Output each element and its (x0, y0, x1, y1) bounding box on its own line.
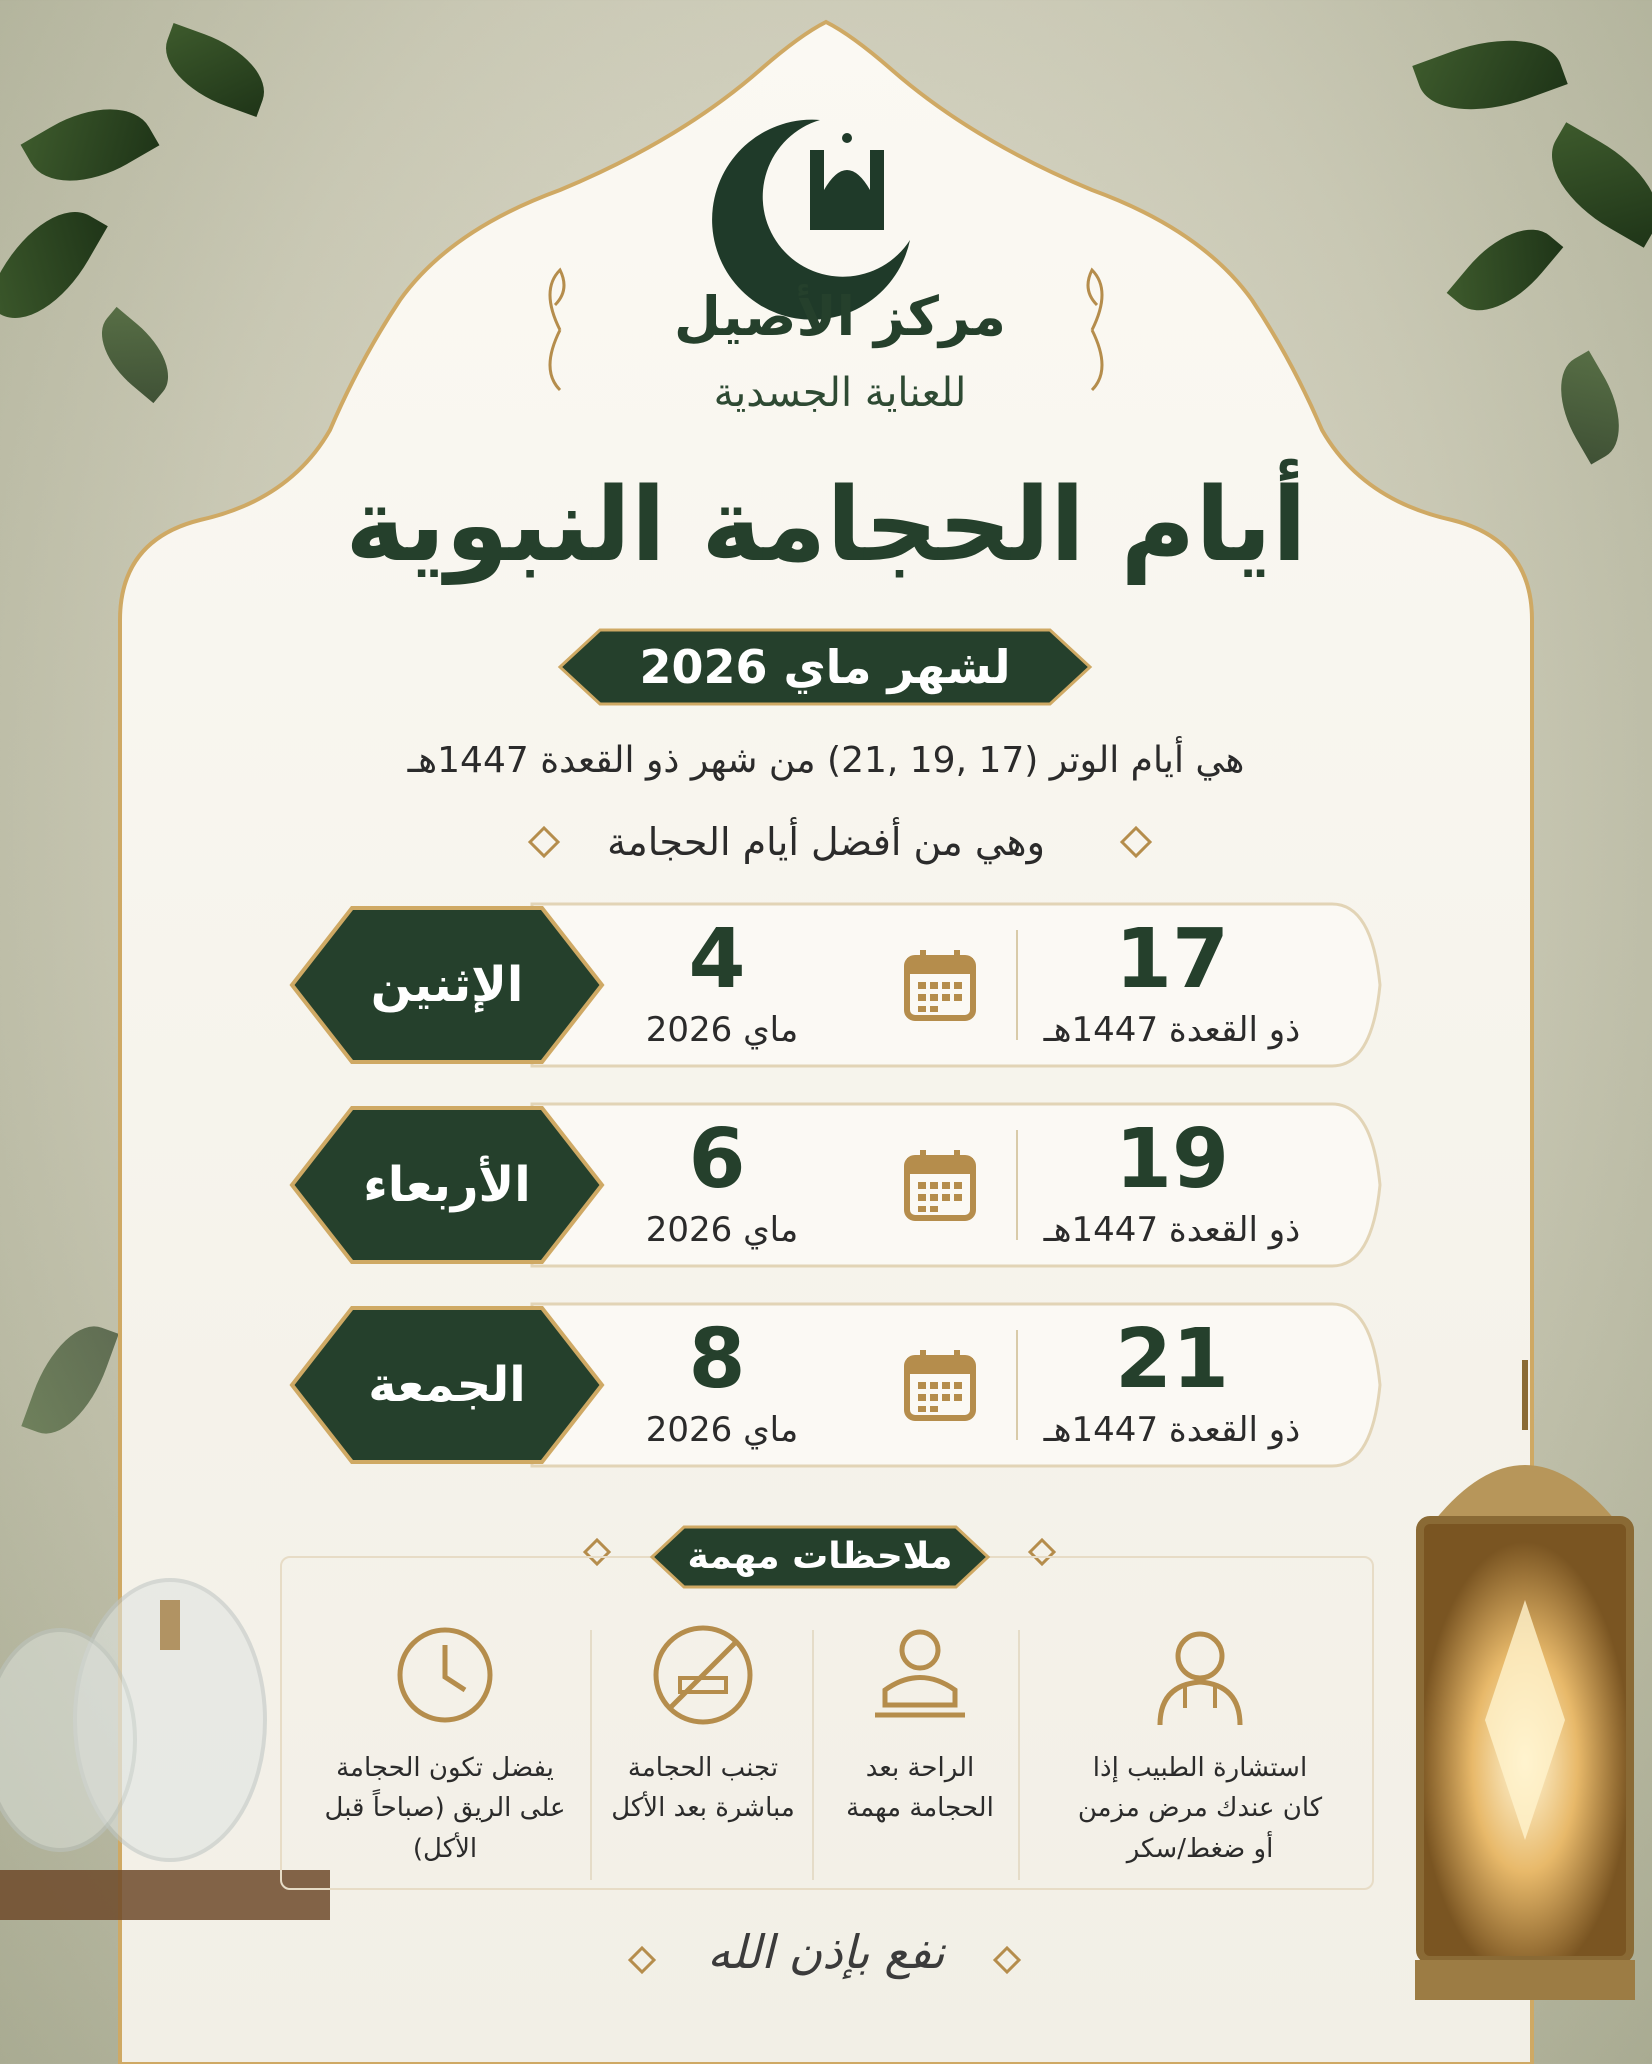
brand-name: مركز الأصيل (674, 285, 1006, 348)
doctor-icon (1145, 1620, 1255, 1730)
gregorian-month: ماي 2026 (645, 1410, 799, 1450)
footer-dua: نفع بإذن الله (707, 1925, 945, 1979)
divider (1018, 1630, 1020, 1880)
note-text: الراحة بعد الحجامة مهمة (846, 1753, 994, 1824)
gregorian-month: ماي 2026 (645, 1210, 799, 1250)
note-text: يفضل تكون الحجامة على الريق (صباحاً قبل الأكل) (324, 1753, 566, 1864)
resting-person-icon (865, 1620, 975, 1730)
weekday-label: الجمعة (368, 1357, 526, 1413)
divider (812, 1630, 814, 1880)
notes-title-banner (640, 1525, 1000, 1589)
calendar-icon (904, 1348, 976, 1422)
note-text: استشارة الطبيب إذا كان عندك مرض مزمن أو ضغط/سكر (1077, 1753, 1323, 1864)
hijri-month: ذو القعدة 1447هـ (1043, 1010, 1301, 1050)
gregorian-day: 4 (688, 912, 746, 1007)
day-row (282, 1100, 1382, 1270)
weekday-badge (282, 1100, 612, 1270)
calendar-icon (904, 1148, 976, 1222)
intro-line-1: هي أيام الوتر (17 ,19 ,21) من شهر ذو القعدة 1447هـ (407, 740, 1245, 781)
clock-icon (390, 1620, 500, 1730)
note-item (608, 1620, 798, 1829)
note-item (320, 1620, 570, 1869)
weekday-label: الإثنين (370, 957, 524, 1013)
weekday-label: الأربعاء (363, 1157, 531, 1213)
gregorian-day: 6 (688, 1112, 746, 1207)
weekday-badge (282, 1300, 612, 1470)
hijri-day: 19 (1114, 1112, 1230, 1207)
no-food-icon (648, 1620, 758, 1730)
month-banner-text: لشهر ماي 2026 (639, 640, 1011, 694)
hijri-day: 17 (1114, 912, 1230, 1007)
weekday-badge (282, 900, 612, 1070)
hijri-month: ذو القعدة 1447هـ (1043, 1410, 1301, 1450)
note-text: تجنب الحجامة مباشرة بعد الأكل (611, 1753, 795, 1824)
day-row (282, 900, 1382, 1070)
gregorian-month: ماي 2026 (645, 1010, 799, 1050)
hijri-month: ذو القعدة 1447هـ (1043, 1210, 1301, 1250)
hijri-day: 21 (1114, 1312, 1230, 1407)
brand-subtitle: للعناية الجسدية (713, 370, 967, 416)
gregorian-day: 8 (688, 1312, 746, 1407)
month-banner (540, 628, 1110, 706)
note-item (840, 1620, 1000, 1829)
note-item (1070, 1620, 1330, 1869)
page-title: أيام الحجامة النبوية (345, 466, 1307, 585)
calendar-icon (904, 948, 976, 1022)
notes-title: ملاحظات مهمة (687, 1536, 953, 1577)
intro-line-2: وهي من أفضل أيام الحجامة (607, 820, 1045, 864)
divider (590, 1630, 592, 1880)
day-row (282, 1300, 1382, 1470)
